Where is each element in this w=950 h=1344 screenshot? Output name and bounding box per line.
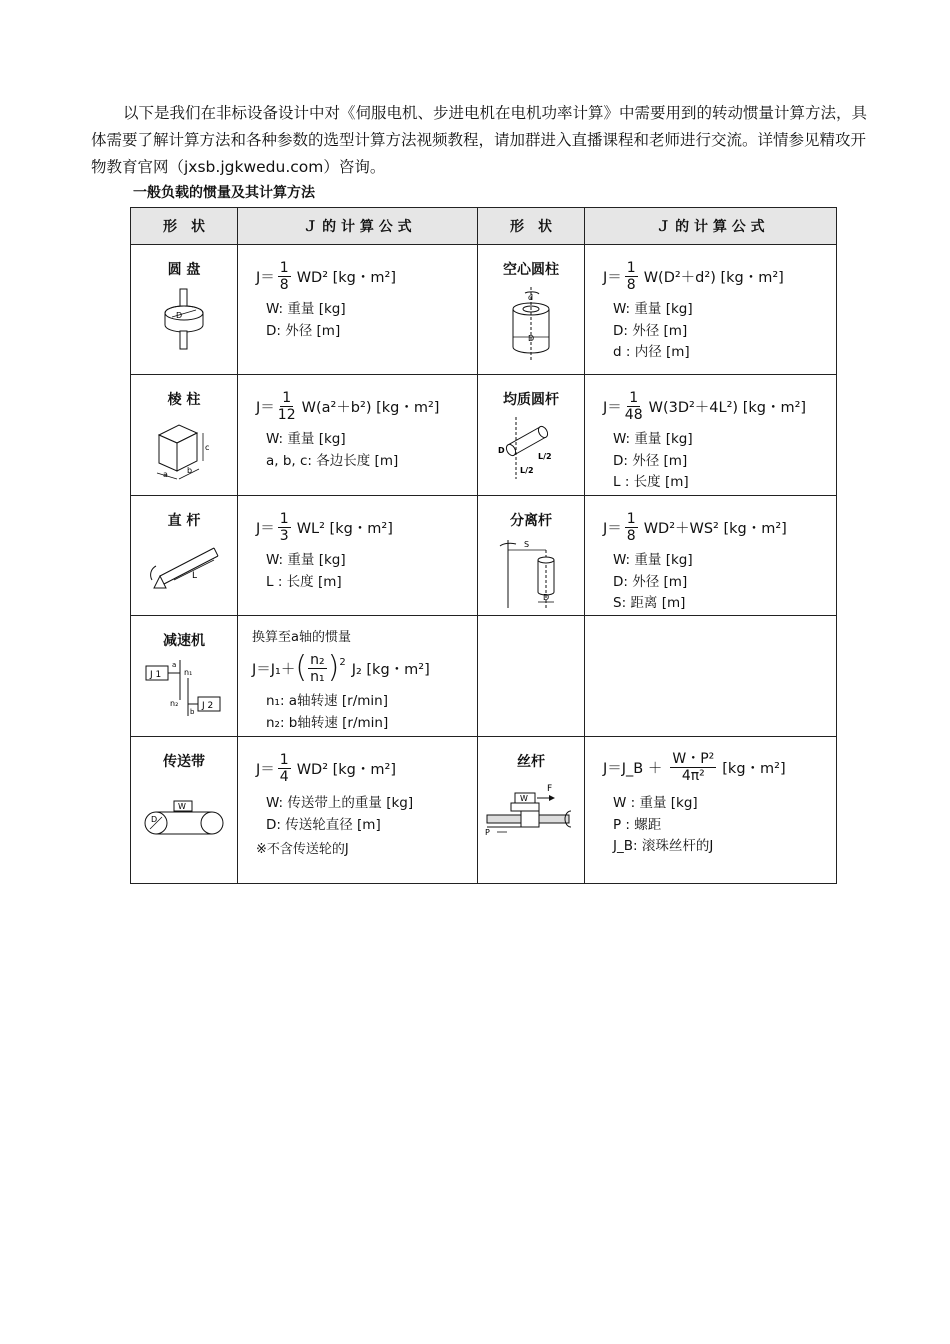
- svg-text:L: L: [192, 571, 198, 581]
- formula-cell-prism: J＝ $\frac{1}{12}$ W(a²＋b²) [kg・m²] W: 重量 [kg] a, b, c: 各边长度 [m]: [238, 375, 478, 496]
- shape-cell-reducer: [131, 616, 238, 737]
- svg-text:D: D: [151, 815, 158, 824]
- svg-text:L/2: L/2: [520, 466, 534, 475]
- ball-screw-icon: [483, 777, 579, 843]
- svg-text:J 1: J 1: [150, 670, 162, 680]
- svg-text:D: D: [176, 311, 183, 320]
- header-formula: Ｊ 的 计 算 公 式: [238, 208, 478, 245]
- shape-cell-belt: [131, 737, 238, 884]
- formula-cell-straight-rod: J＝ $\frac{1}{3}$ WL² [kg・m²] W: 重量 [kg] L : 长度 [m]: [238, 496, 478, 616]
- formula: J＝ $\frac{1}{8}$ WD²＋WS² [kg・m²]: [603, 510, 787, 544]
- formula-cell-uniform-rod: J＝ $\frac{1}{48}$ W(3D²＋4L²) [kg・m²] W: 重量 [kg] D: 外径 [m] L : 长度 [m]: [585, 375, 837, 496]
- intro-paragraph: 以下是我们在非标设备设计中对《伺服电机、步进电机在电机功率计算》中需要用到的转动惯量计算方法，具体需要了解计算方法和各种参数的选型计算方法视频教程，请加群进入直播课程和老师进行交流。详情参见精攻开物教育官网（jxsb.jgkwedu.com）咨询。: [91, 104, 868, 176]
- formula-cell-belt: J＝ $\frac{1}{4}$ WD² [kg・m²] W: 传送带上的重量 [kg] D: 传送轮直径 [m] ※不含传送轮的J: [238, 737, 478, 884]
- table-row: [131, 496, 837, 616]
- hollow-cylinder-icon: [501, 285, 561, 365]
- shape-name: 圆 盘: [167, 262, 201, 278]
- conveyor-belt-icon: [142, 777, 226, 847]
- shape-name: 分离杆: [510, 513, 552, 529]
- shape-cell-disk: [131, 245, 238, 375]
- table-row: [131, 375, 837, 496]
- header-shape: 形 状: [478, 208, 585, 245]
- formula: J＝ $\frac{1}{3}$ WL² [kg・m²]: [256, 510, 393, 544]
- formula: J＝ $\frac{1}{4}$ WD² [kg・m²]: [256, 751, 396, 785]
- shape-name: 减速机: [163, 633, 205, 649]
- formula: J＝J_B ＋ $\frac{\text{W・P²}}{\text{4π²}}$ [kg・m²]: [603, 750, 786, 784]
- shape-name: 丝杆: [517, 754, 545, 770]
- formula: J＝ $\frac{1}{8}$ WD² [kg・m²]: [256, 259, 396, 293]
- svg-text:L/2: L/2: [538, 452, 552, 461]
- shape-name: 棱 柱: [167, 392, 201, 408]
- shape-name: 传送带: [163, 754, 205, 770]
- svg-text:D: D: [543, 593, 550, 602]
- svg-text:S: S: [524, 540, 530, 549]
- shape-cell-prism: [131, 375, 238, 496]
- svg-text:c: c: [205, 443, 210, 452]
- svg-text:D: D: [498, 446, 505, 455]
- formula-cell-hollow-cylinder: J＝ $\frac{1}{8}$ W(D²＋d²) [kg・m²] W: 重量 [kg] D: 外径 [m] d : 内径 [m]: [585, 245, 837, 375]
- formula-cell-reducer: 换算至a轴的惯量 J＝J₁＋ ( $\frac{\text{n₂}}{\text{n₁}}$ ) $^2$ J₂ [kg・m²] n₁: a轴转速 [r/min] n₂: b轴转速 [r/min]: [238, 616, 478, 737]
- table-row: [131, 245, 837, 375]
- svg-text:P: P: [485, 828, 490, 837]
- svg-text:J 2: J 2: [202, 701, 214, 711]
- shape-cell-offset-rod: [478, 496, 585, 616]
- reducer-icon: [142, 656, 226, 720]
- prism-icon: [149, 415, 219, 481]
- svg-text:W: W: [520, 794, 528, 803]
- shape-cell-uniform-rod: [478, 375, 585, 496]
- svg-text:b: b: [187, 466, 193, 475]
- shape-cell-straight-rod: [131, 496, 238, 616]
- shape-name: 直 杆: [167, 513, 201, 529]
- svg-text:a: a: [163, 470, 168, 479]
- table-caption: 一般负载的惯量及其计算方法: [133, 185, 315, 201]
- uniform-rod-icon: [496, 415, 566, 481]
- shape-name: 均质圆杆: [503, 392, 559, 408]
- inertia-table: [130, 207, 837, 884]
- formula-cell-offset-rod: J＝ $\frac{1}{8}$ WD²＋WS² [kg・m²] W: 重量 [kg] D: 外径 [m] S: 距离 [m]: [585, 496, 837, 616]
- empty-cell: [585, 616, 837, 737]
- header-row: [131, 208, 837, 245]
- disk-icon: [159, 285, 209, 355]
- empty-cell: [478, 616, 585, 737]
- formula: J＝J₁＋ ( $\frac{\text{n₂}}{\text{n₁}}$ ) $^2$ J₂ [kg・m²]: [252, 650, 430, 685]
- svg-text:n₁: n₁: [184, 668, 193, 677]
- table-row: [131, 616, 837, 737]
- svg-text:W: W: [178, 802, 186, 811]
- shape-name: 空心圆柱: [503, 262, 559, 278]
- svg-text:a: a: [172, 661, 177, 669]
- formula: J＝ $\frac{1}{48}$ W(3D²＋4L²) [kg・m²]: [603, 389, 807, 423]
- formula-cell-disk: J＝ $\frac{1}{8}$ WD² [kg・m²] W: 重量 [kg] D: 外径 [m]: [238, 245, 478, 375]
- formula: J＝ $\frac{1}{8}$ W(D²＋d²) [kg・m²]: [603, 259, 784, 293]
- shape-cell-screw: [478, 737, 585, 884]
- svg-text:D: D: [528, 334, 535, 343]
- formula-cell-screw: J＝J_B ＋ $\frac{\text{W・P²}}{\text{4π²}}$ [kg・m²] W : 重量 [kg] P : 螺距 J_B: 滚珠丝杆的J: [585, 737, 837, 884]
- header-formula: Ｊ 的 计 算 公 式: [585, 208, 837, 245]
- svg-text:n₂: n₂: [170, 699, 179, 708]
- formula: J＝ $\frac{1}{12}$ W(a²＋b²) [kg・m²]: [256, 389, 440, 423]
- svg-text:d: d: [528, 293, 534, 302]
- svg-text:F: F: [547, 784, 553, 794]
- header-shape: 形 状: [131, 208, 238, 245]
- offset-rod-icon: [496, 536, 566, 610]
- table-row: [131, 737, 837, 884]
- svg-text:b: b: [190, 708, 195, 716]
- straight-rod-icon: [144, 536, 224, 600]
- shape-cell-hollow-cylinder: [478, 245, 585, 375]
